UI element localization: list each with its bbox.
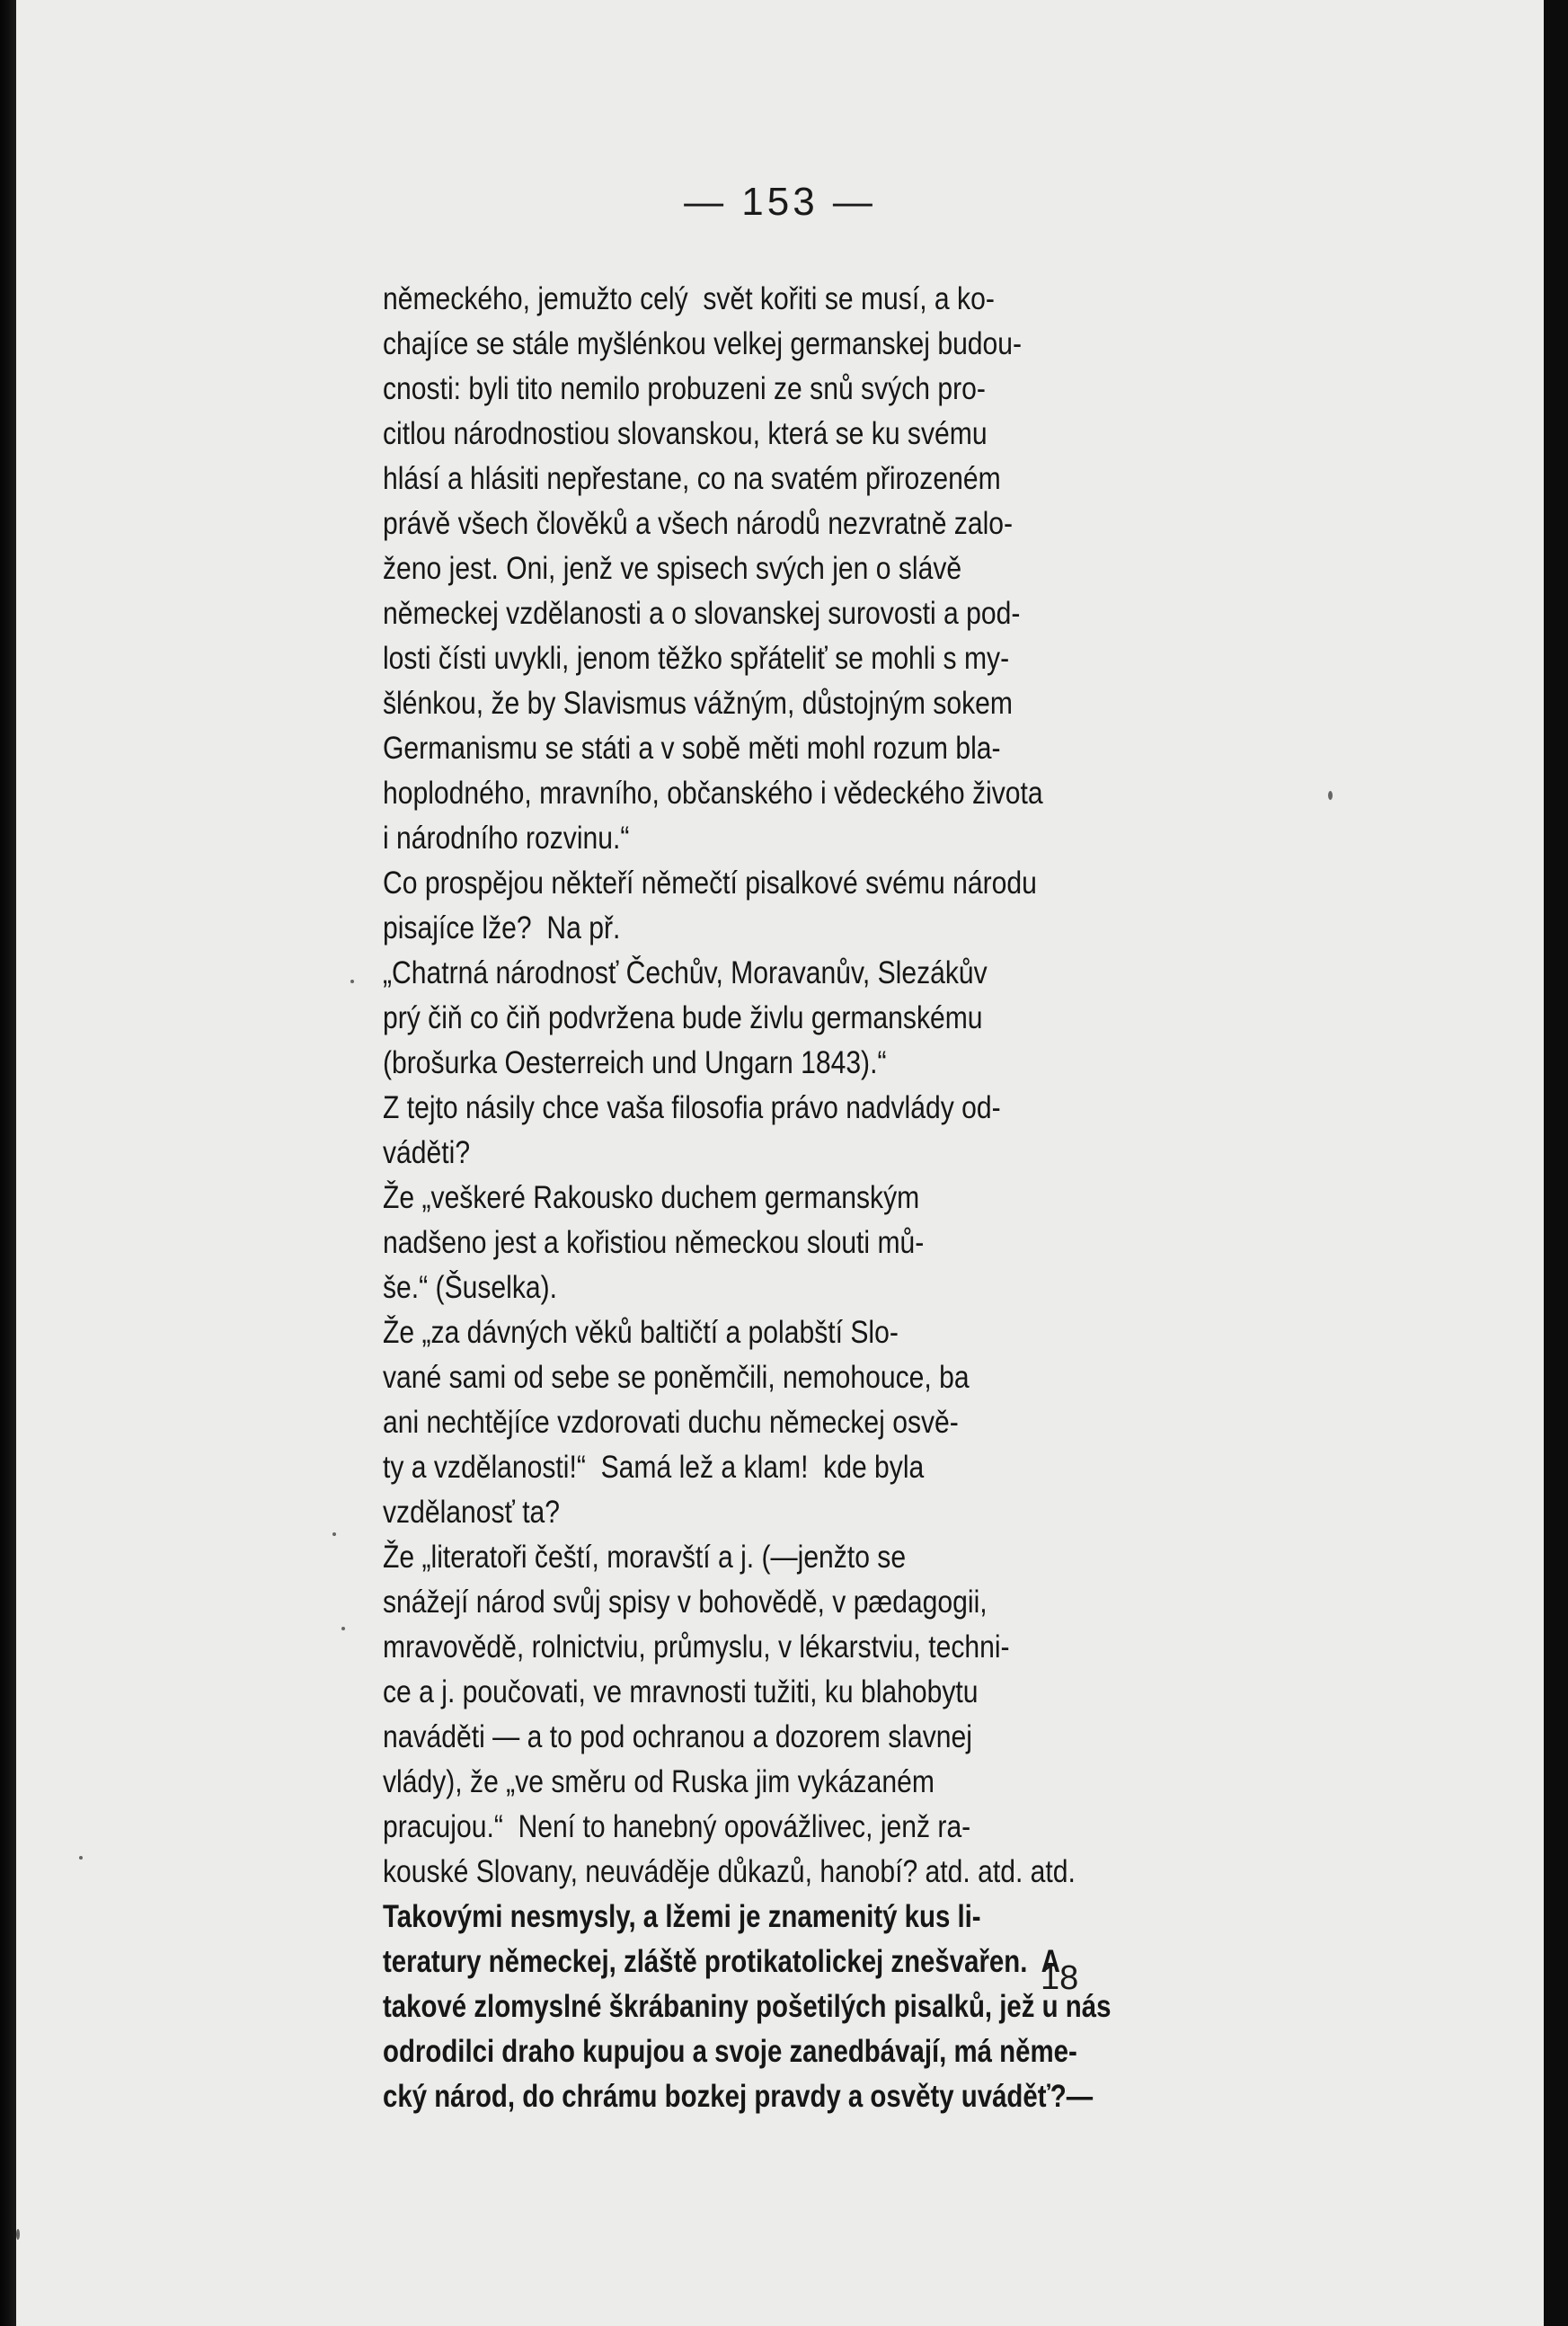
scan-speck [332,1532,336,1536]
text-line: takové zlomyslné škrábaniny pošetilých pisalků, jež u nás [383,1989,1112,2024]
text-line: citlou národnostiou slovanskou, která se ku svému [383,416,988,451]
text-line: vzdělanosť ta? [383,1495,561,1530]
text-line: německého, jemužto celý svět kořiti se musí, a ko- [383,281,995,316]
text-line: hlásí a hlásiti nepřestane, co na svatém přirozeném [383,461,1001,496]
page-number: — 153 — [684,180,876,224]
text-line: váděti? [383,1135,471,1170]
scan-right-edge [1544,0,1568,2326]
scan-left-edge [0,0,16,2326]
text-line: prý čiň co čiň podvržena bude živlu germanskému [383,1000,983,1035]
text-line: (brošurka Oesterreich und Ungarn 1843).“ [383,1045,887,1080]
text-line: naváděti — a to pod ochranou a dozorem slavnej [383,1719,972,1754]
text-line: hoplodného, mravního, občanského i vědeckého života [383,776,1043,811]
text-line: ženo jest. Oni, jenž ve spisech svých jen o slávě [383,551,962,586]
scan-speck [350,980,354,983]
body-text [383,277,1281,2119]
text-line: snážejí národ svůj spisy v bohovědě, v pædagogii, [383,1585,988,1620]
text-line: i národního rozvinu.“ [383,821,630,856]
text-line: teratury německej, zláště protikatolickej znešvařen. A [383,1944,1060,1979]
text-line: kouské Slovany, neuváděje důkazů, hanobí? atd. atd. atd. [383,1854,1076,1889]
text-line: Že „literatoři čeští, moravští a j. (—jenžto se [383,1540,907,1575]
text-line: vané sami od sebe se poněmčili, nemohouce, ba [383,1360,970,1395]
text-line: Z tejto násily chce vaša filosofia právo nadvlády od- [383,1090,1001,1125]
text-line: Že „veškeré Rakousko duchem germanským [383,1180,920,1215]
text-line: pracujou.“ Není to hanebný opovážlivec, jenž ra- [383,1809,971,1844]
text-line: vlády), že „ve směru od Ruska jim vykázaném [383,1764,935,1799]
text-line: Že „za dávných věků baltičtí a polabští Slo- [383,1315,899,1350]
text-line: cký národ, do chrámu bozkej pravdy a osvěty uváděť?— [383,2079,1094,2114]
text-line: šlénkou, že by Slavismus vážným, důstojným sokem [383,686,1013,721]
scan-speck [1328,791,1333,800]
text-line: nadšeno jest a kořistiou německou slouti mů- [383,1225,925,1260]
text-line: německej vzdělanosti a o slovanskej surovosti a pod- [383,596,1021,631]
book-page [16,0,1544,2326]
text-line: še.“ (Šuselka). [383,1270,558,1305]
scan-speck [16,2229,20,2240]
scan-speck [79,1856,83,1860]
text-line: právě všech člověků a všech národů nezvratně zalo- [383,506,1014,541]
scan-speck [341,1627,345,1630]
text-line: Takovými nesmysly, a lžemi je znamenitý kus li- [383,1899,981,1934]
text-line: losti čísti uvykli, jenom těžko spřáteliť se mohli s my- [383,641,1010,676]
text-line: odrodilci draho kupujou a svoje zanedbávají, má něme- [383,2034,1077,2069]
text-line: chajíce se stále myšlénkou velkej germanskej budou- [383,326,1023,361]
text-line: ani nechtějíce vzdorovati duchu německej osvě- [383,1405,959,1440]
text-line: pisajíce lže? Na př. [383,910,621,945]
text-line: ty a vzdělanosti!“ Samá lež a klam! kde byla [383,1450,925,1485]
printer-signature-mark: 18 [1041,1959,1079,1997]
text-line: ce a j. poučovati, ve mravnosti tužiti, ku blahobytu [383,1674,979,1709]
text-line: cnosti: byli tito nemilo probuzeni ze snů svých pro- [383,371,986,406]
text-line: Germanismu se státi a v sobě měti mohl rozum bla- [383,731,1001,766]
text-line: Co prospějou někteří němečtí pisalkové svému národu [383,866,1037,901]
text-line: mravovědě, rolnictviu, průmyslu, v lékarstviu, techni- [383,1629,1010,1665]
text-line: „Chatrná národnosť Čechův, Moravanův, Slezákův [383,955,988,990]
